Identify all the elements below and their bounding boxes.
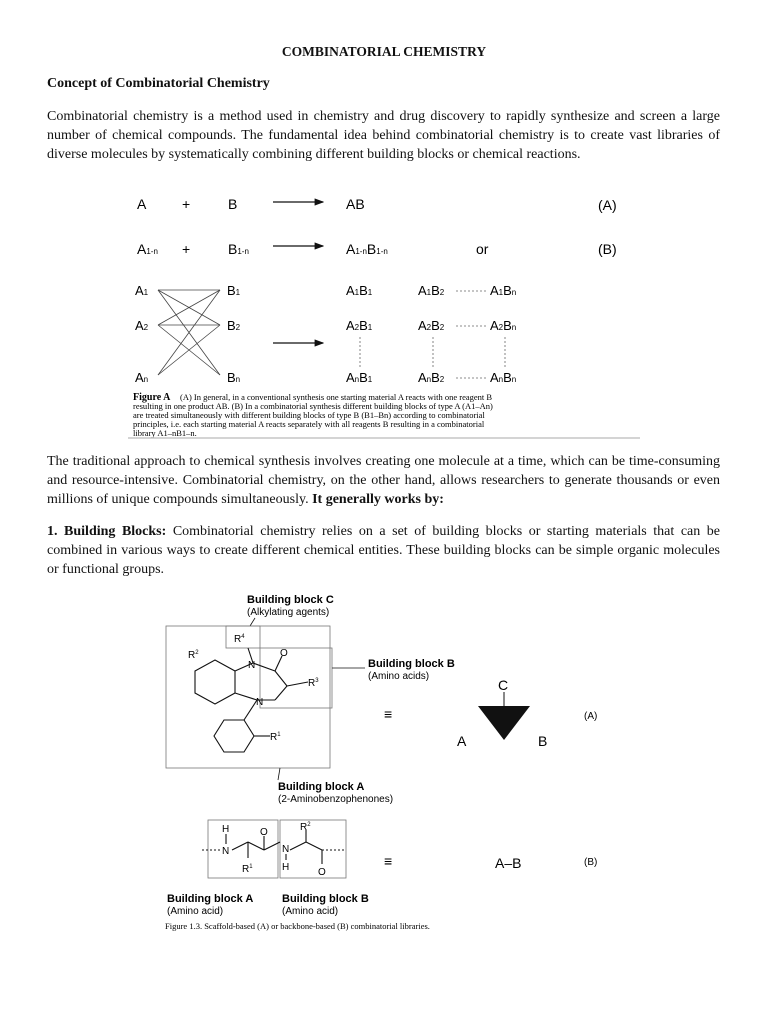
row-b-left: A1-n [137, 241, 158, 257]
atom-h-2: H [282, 862, 290, 873]
product-anb2: AnB2 [418, 370, 445, 385]
atom-o-1: O [260, 827, 268, 838]
row-b-or: or [476, 241, 489, 257]
a2-label: A2 [135, 318, 149, 333]
atom-o-top: O [280, 648, 288, 659]
section-heading: Concept of Combinatorial Chemistry [47, 76, 270, 91]
cross-connections [158, 290, 220, 375]
figure-1-3-scaffold-backbone [160, 588, 620, 933]
ab-label: A–B [495, 855, 522, 871]
triangle-b-label: B [538, 733, 548, 749]
tag-b: (B) [584, 857, 598, 868]
row-b-tag: (B) [598, 241, 617, 257]
atom-n-1: N [222, 846, 230, 857]
tag-a: (A) [584, 711, 598, 722]
product-anb1: AnB1 [346, 370, 373, 385]
figure-a-combinatorial-scheme [128, 190, 640, 440]
r2-label: $R^2$ [188, 650, 199, 661]
atom-n-ring: N [256, 697, 264, 708]
atom-n-2: N [282, 844, 290, 855]
product-a2b2: A2B2 [418, 318, 445, 333]
bb-a-sub: (Amino acid) [167, 906, 224, 917]
row-b-product: A1-nB1-n [346, 241, 388, 257]
product-a2b1: A2B1 [346, 318, 373, 333]
backbone-block-b-box [280, 820, 346, 878]
figure-a-caption-line-1: (A) In general, in a conventional synthesis one starting material A reacts with one reagent B [180, 392, 493, 402]
block-b-sub: (Amino acids) [368, 671, 430, 682]
product-anbn: AnBn [490, 370, 517, 385]
figure-1-3-caption: Figure 1.3. Scaffold-based (A) or backbone-based (B) combinatorial libraries. [165, 921, 430, 931]
traditional-approach-paragraph [47, 452, 720, 509]
scaffold-triangle [478, 706, 530, 740]
r2-backbone: $R^2$ [300, 822, 311, 833]
block-a-title: Building block A [278, 781, 365, 793]
block-c-title: Building block C [247, 594, 334, 606]
triangle-a-label: A [457, 733, 467, 749]
r1-label: $R^1$ [270, 732, 281, 743]
paragraph-bold: 1. Building Blocks: [47, 524, 167, 539]
paragraph-text: Combinatorial chemistry relies on a set of building blocks or starting materials that can be combined in various ways to create different chemical entities. These building blocks can be simple organic molecules or functional groups. [47, 524, 720, 577]
triangle-c-label: C [498, 677, 509, 693]
bb-b-title: Building block B [282, 893, 369, 905]
an-label: An [135, 370, 149, 385]
row-a-tag: (A) [598, 197, 617, 213]
paragraph-text: The traditional approach to chemical synthesis involves creating one molecule at a time, which can be time-consuming and resource-intensive. Combinatorial chemistry, on the other hand, allows researchers to generate thousands or even millions of unique compounds simultaneously. [47, 454, 720, 507]
block-c-sub: (Alkylating agents) [247, 607, 330, 618]
block-b-title: Building block B [368, 658, 455, 670]
r3-label: $R^3$ [308, 678, 319, 689]
bn-label: Bn [227, 370, 241, 385]
bb-a-title: Building block A [167, 893, 254, 905]
figure-a-caption-line-4: principles, i.e. each starting material A reacts separately with all reagents B resulting in a combinatorial [133, 419, 485, 429]
product-a2bn: A2Bn [490, 318, 517, 333]
block-b-box [260, 648, 332, 708]
row-a-plus: + [182, 196, 191, 212]
r1-backbone: $R^1$ [242, 864, 253, 875]
row-a-product: AB [346, 196, 365, 212]
row-a-left: A [137, 196, 147, 212]
equiv-symbol-b: ≡ [384, 853, 393, 869]
building-blocks-paragraph [47, 522, 720, 579]
figure-a-caption-line-2: resulting in one product AB. (B) In a combinatorial synthesis different building blocks of type A (A1–An) [133, 401, 493, 411]
intro-paragraph: Combinatorial chemistry is a method used in chemistry and drug discovery to rapidly synthesize and screen a large number of chemical compounds. The fundamental idea behind combinatorial chemistry is to create vast libraries of diverse molecules by systematically combining different building blocks or chemical reactions. [47, 109, 720, 162]
product-a1b2: A1B2 [418, 283, 445, 298]
b2-label: B2 [227, 318, 241, 333]
figure-a-caption-line-3: are treated simultaneously with different building blocks of type B (B1–Bn) according to combinatorial [133, 410, 485, 420]
paragraph-bold: It generally works by: [312, 492, 444, 507]
a1-label: A1 [135, 283, 149, 298]
b1-label: B1 [227, 283, 241, 298]
figure-a-caption-label: Figure A [133, 392, 171, 403]
grid-dots [360, 291, 505, 378]
row-b-right: B1-n [228, 241, 249, 257]
row-a-right: B [228, 196, 238, 212]
r4-label: $R^4$ [234, 634, 245, 645]
product-a1bn: A1Bn [490, 283, 517, 298]
block-a-sub: (2-Aminobenzophenones) [278, 794, 394, 805]
equiv-symbol-a: ≡ [384, 706, 393, 722]
figure-a-caption-line-5: library A1–nB1–n. [133, 428, 197, 438]
row-b-plus: + [182, 241, 191, 257]
atom-o-2: O [318, 867, 326, 878]
bb-b-sub: (Amino acid) [282, 906, 339, 917]
page-title: COMBINATORIAL CHEMISTRY [281, 44, 487, 59]
atom-h-1: H [222, 824, 230, 835]
product-a1b1: A1B1 [346, 283, 373, 298]
atom-n-top: N [248, 660, 256, 671]
